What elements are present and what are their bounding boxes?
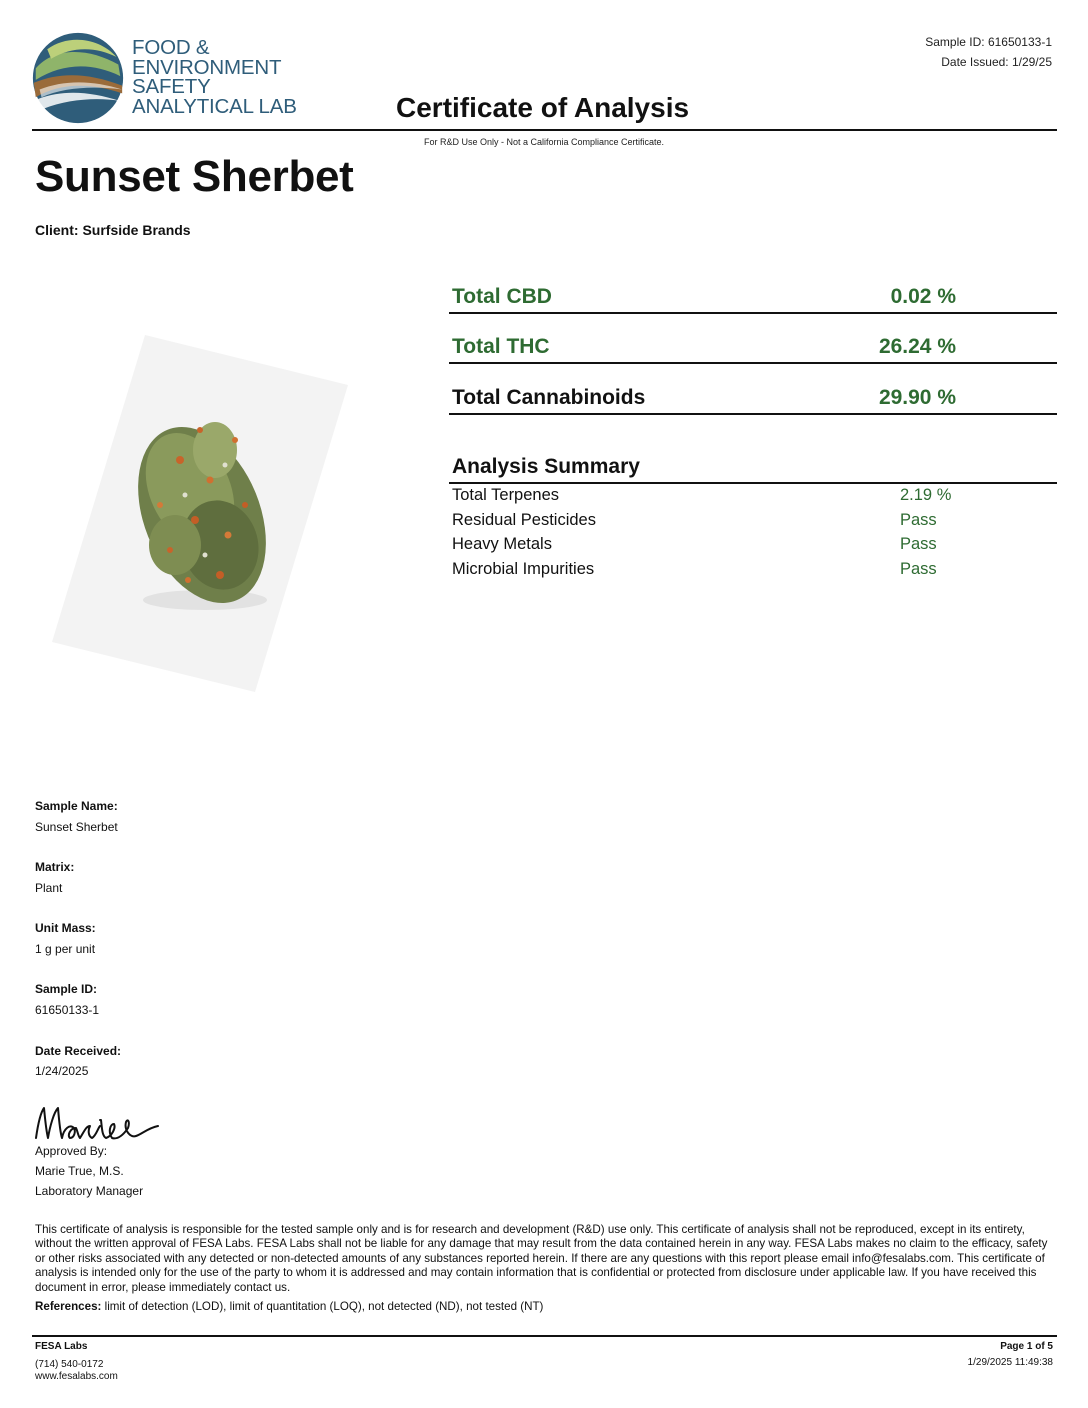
logo-line: SAFETY: [132, 75, 211, 98]
footer-phone: (714) 540-0172: [35, 1359, 104, 1370]
summary-item-name: Heavy Metals: [452, 535, 552, 553]
fesa-logo-mark: [30, 30, 126, 126]
total-cannabinoids-label: Total Cannabinoids: [452, 386, 646, 409]
references-text: limit of detection (LOD), limit of quantitation (LOQ), not detected (ND), not tested (NT): [104, 1300, 544, 1313]
summary-item: [452, 535, 1052, 560]
references-label: References:: [35, 1300, 102, 1313]
sample-id-label: Sample ID:: [35, 982, 98, 996]
header-divider: [32, 129, 1057, 131]
summary-item: [452, 486, 1052, 511]
total-thc-label: Total THC: [452, 335, 550, 358]
analysis-summary-header: [449, 452, 1057, 484]
footer-page-number: Page 1 of 5: [1000, 1341, 1053, 1352]
client-name: Client: Surfside Brands: [35, 222, 191, 238]
total-cbd-label: Total CBD: [452, 285, 552, 308]
summary-item-name: Residual Pesticides: [452, 510, 596, 529]
product-photo: [50, 330, 350, 695]
summary-item-value: 2.19 %: [900, 486, 952, 504]
total-thc-row: [449, 326, 1057, 364]
date-received-label: Date Received:: [35, 1044, 122, 1058]
date-received-value: 1/24/2025: [35, 1064, 89, 1078]
sample-name-label: Sample Name:: [35, 799, 118, 813]
references-line: [35, 1300, 1055, 1313]
footer-divider: [32, 1335, 1057, 1337]
total-cbd-value: 0.02 %: [890, 285, 956, 308]
total-cannabinoids-row: [449, 377, 1057, 415]
footer-company: FESA Labs: [35, 1341, 88, 1352]
total-cbd-row: [449, 276, 1057, 314]
summary-item: [452, 511, 1052, 536]
analysis-summary-title: Analysis Summary: [452, 455, 640, 478]
summary-item-name: Total Terpenes: [452, 486, 560, 504]
document-title: Certificate of Analysis: [396, 92, 690, 123]
approver-name: Marie True, M.S.: [35, 1164, 124, 1178]
summary-item-value: Pass: [900, 510, 937, 529]
approved-by-label: Approved By:: [35, 1144, 108, 1158]
unit-mass-label: Unit Mass:: [35, 921, 96, 935]
logo-line: FOOD &: [132, 36, 210, 59]
analysis-summary-list: [452, 486, 1052, 584]
footer-website: www.fesalabs.com: [35, 1371, 118, 1382]
logo-line: ANALYTICAL LAB: [132, 94, 297, 118]
summary-item-value: Pass: [900, 559, 937, 578]
summary-item-value: Pass: [900, 535, 937, 553]
total-thc-value: 26.24 %: [878, 335, 956, 358]
summary-item-name: Microbial Impurities: [452, 559, 595, 578]
product-name: Sunset Sherbet: [35, 152, 354, 201]
logo-line: ENVIRONMENT: [132, 55, 282, 79]
summary-item: [452, 560, 1052, 585]
fesa-logo-wordmark: [132, 38, 302, 116]
footer-timestamp: 1/29/2025 11:49:38: [967, 1357, 1053, 1368]
sample-id-value: 61650133-1: [35, 1003, 100, 1017]
matrix-label: Matrix:: [35, 860, 75, 874]
disclaimer-text: This certificate of analysis is responsible for the tested sample only and is for research and development (R&D) use only. This certificate of analysis shall not be reproduced, except in its entirety, without the written approval of FESA Labs. FESA Labs shall not be liable for any damage that may result from the data contained herein in any way. FESA Labs makes no claim to the efficacy, safety or other risks associated with any detected or non-detected amounts of any substances reported herein. If there are any questions with this report please email info@fesalabs.com. This certificate of analysis is intended only for the use of the party to whom it is addressed and may contain information that is confidential or protected from disclosure under applicable law. If you have received this document in error, please immediately contact us.: [35, 1223, 1048, 1294]
header-date-issued: Date Issued: 1/29/25: [941, 55, 1052, 69]
signature-image: [32, 1098, 164, 1148]
approver-role: Laboratory Manager: [35, 1184, 144, 1198]
total-cannabinoids-value: 29.90 %: [878, 386, 956, 409]
unit-mass-value: 1 g per unit: [35, 942, 96, 956]
sample-name-value: Sunset Sherbet: [35, 820, 118, 834]
header-sample-id: Sample ID: 61650133-1: [925, 35, 1052, 49]
compliance-note: For R&D Use Only - Not a California Compliance Certificate.: [423, 137, 665, 147]
matrix-value: Plant: [35, 881, 63, 895]
